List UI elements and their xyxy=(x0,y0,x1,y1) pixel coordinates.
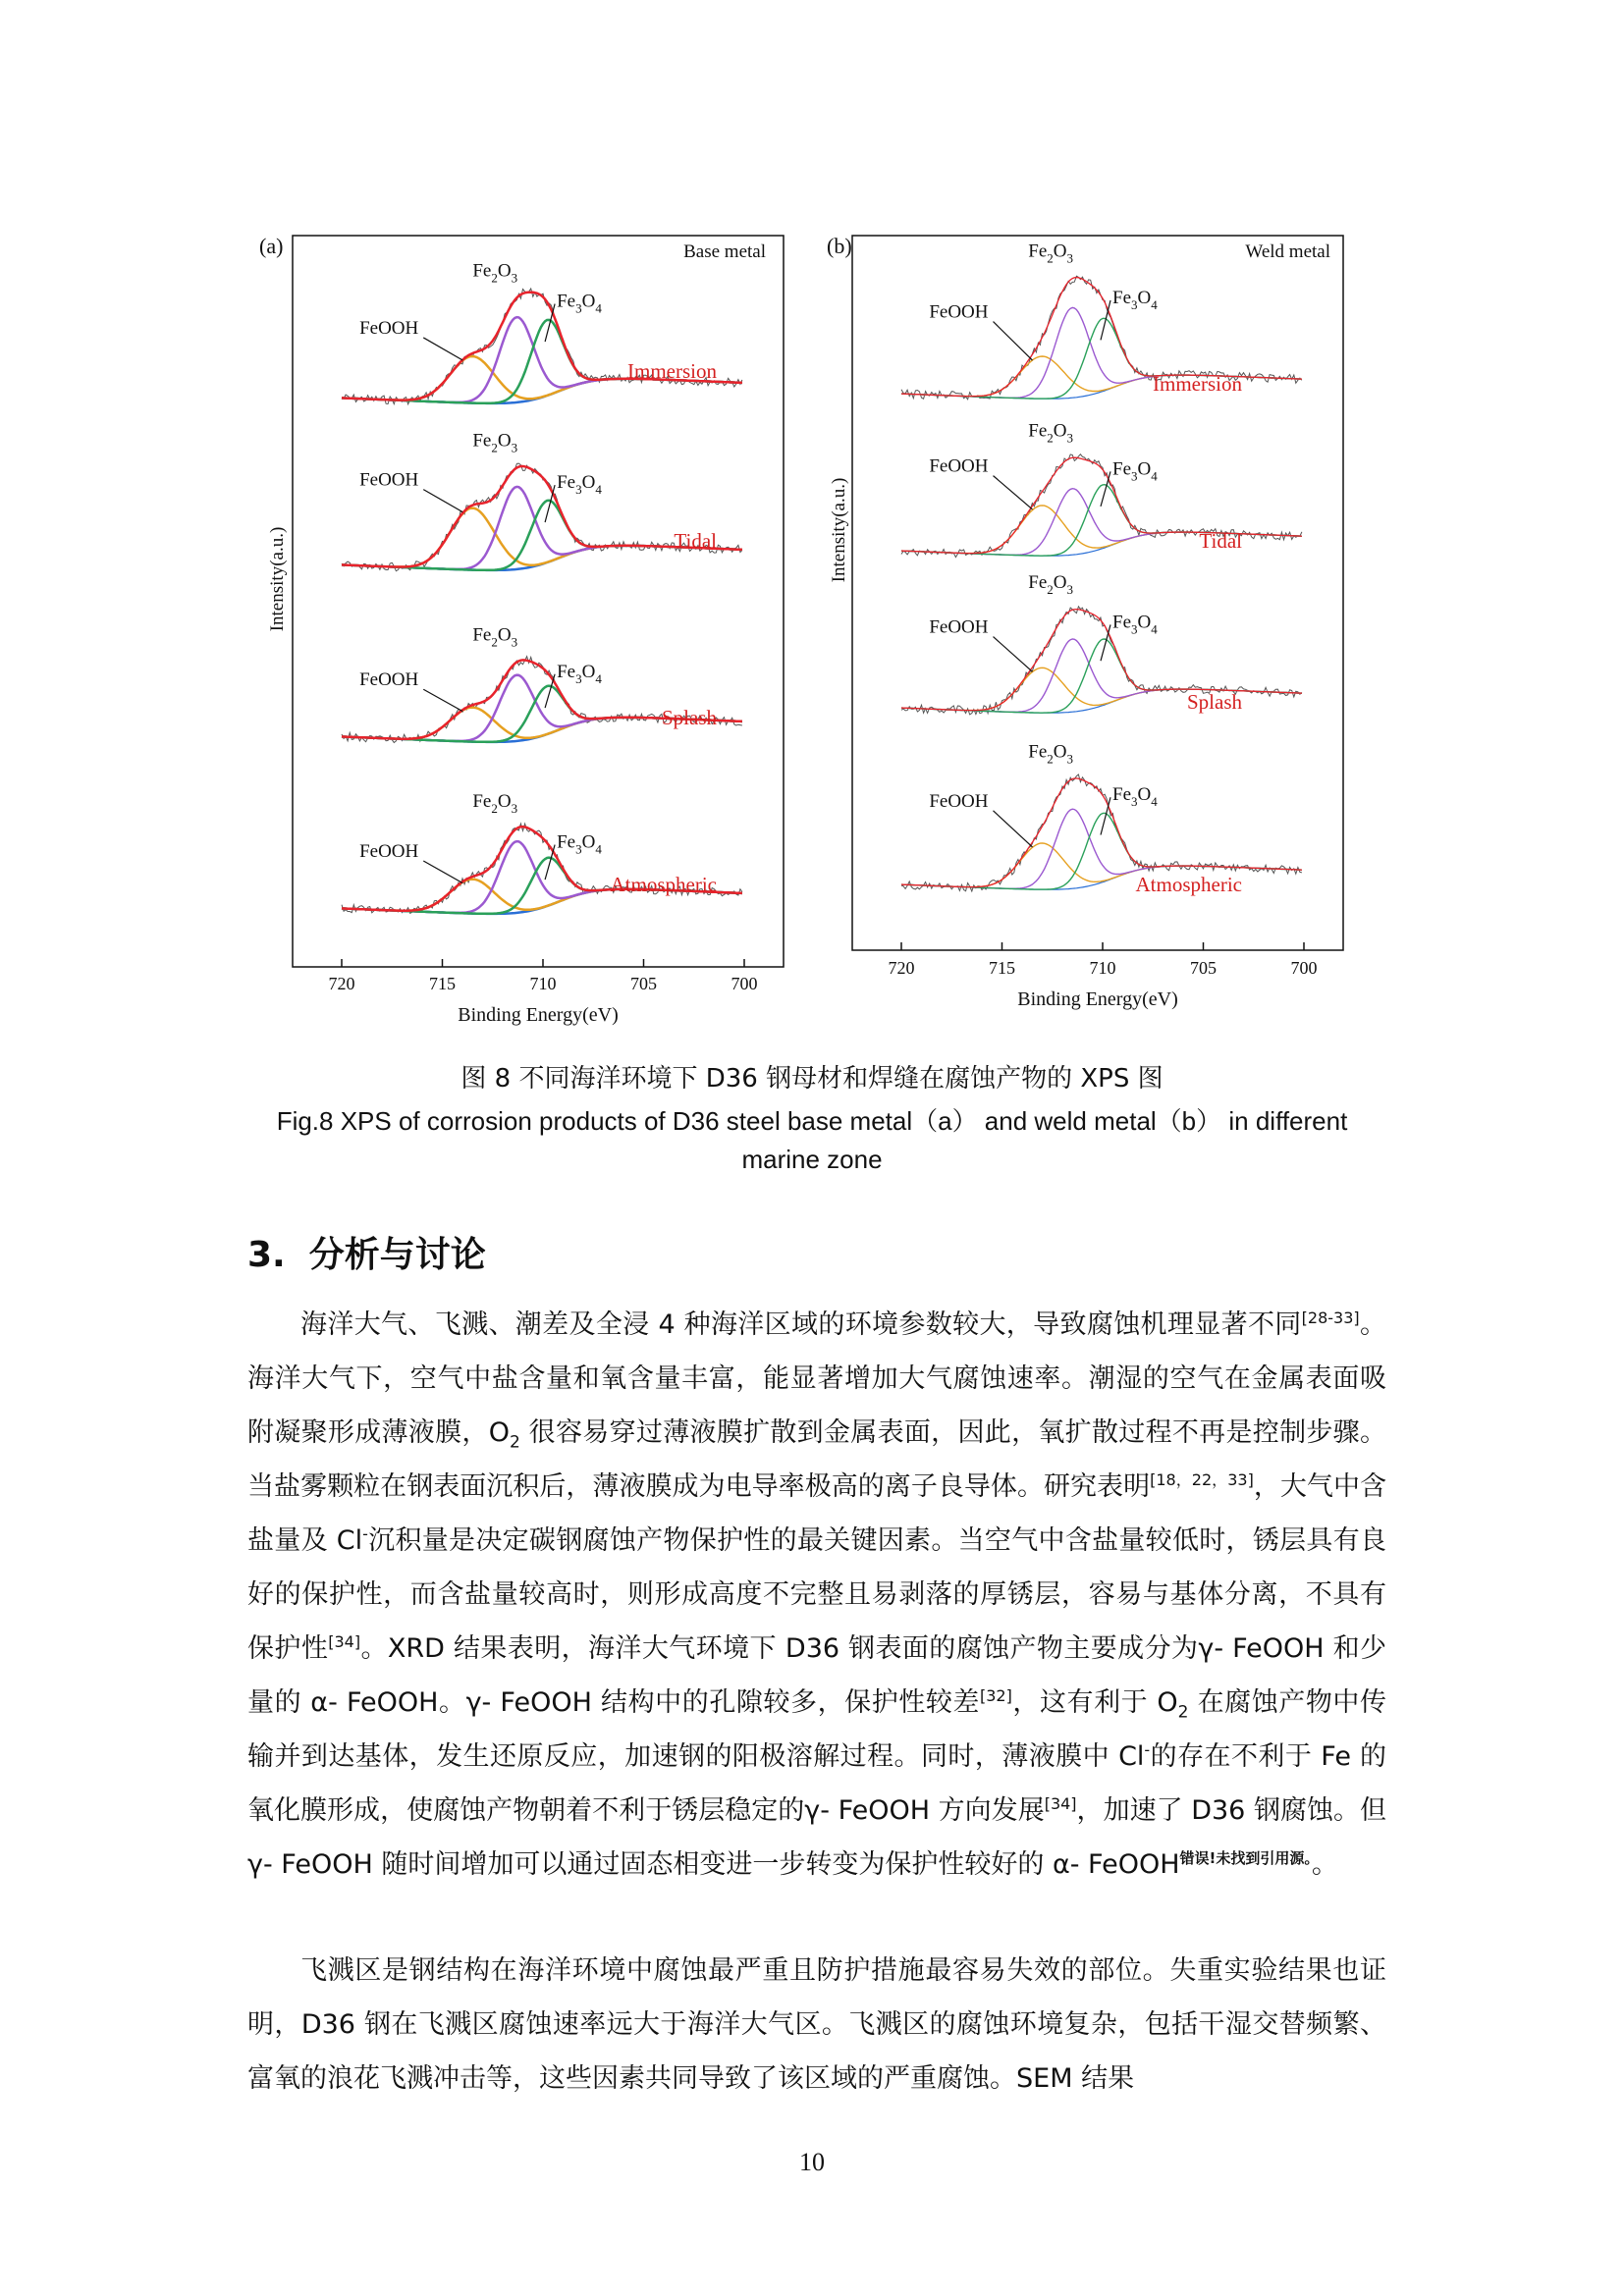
superscript: - xyxy=(362,1524,368,1543)
citation-ref: [18，22，33] xyxy=(1150,1470,1254,1489)
fe3o4-pointer-line xyxy=(1101,471,1110,506)
feooh-pointer-line xyxy=(423,338,462,360)
x-tick-label: 720 xyxy=(888,958,915,978)
section-heading xyxy=(247,1227,510,1277)
citation-ref: [34] xyxy=(1044,1794,1077,1813)
zone-label: Immersion xyxy=(1153,372,1242,396)
p1-text-9: 的存在不利于 Fe 的氧化膜形成，使腐蚀产物朝着不利于锈层稳定的γ- FeOOH 方向发展 xyxy=(247,1741,1386,1826)
feooh-peak-label: FeOOH xyxy=(929,455,989,477)
paragraph-2: 飞溅区是钢结构在海洋环境中腐蚀最严重且防护措施最容易失效的部位。失重实验结果也证明，D36 钢在飞溅区腐蚀速率远大于海洋大气区。飞溅区的腐蚀环境复杂，包括干湿交替频繁、富氧的浪花飞溅冲击等，这些因素共同导致了该区域的严重腐蚀。SEM 结果 xyxy=(247,1955,1386,2094)
plot-frame xyxy=(852,236,1343,950)
section-title: 分析与讨论 xyxy=(308,1235,486,1275)
x-axis-label: Binding Energy(eV) xyxy=(458,1004,619,1026)
feooh-pointer-line xyxy=(423,689,462,711)
x-tick-label: 705 xyxy=(630,974,657,993)
fe2o3-component-line xyxy=(342,487,742,569)
feooh-peak-label: FeOOH xyxy=(359,841,419,863)
paragraph-1 xyxy=(247,1298,1386,1892)
feooh-pointer-line xyxy=(423,861,462,883)
figure-caption-cn: 图 8 不同海洋环境下 D36 钢母材和焊缝在腐蚀产物的 XPS 图 xyxy=(460,1064,1164,1094)
zone-label: Tidal xyxy=(1199,529,1242,553)
fe3o4-peak-label: $Fe_3O_4$ xyxy=(557,472,602,498)
p1-text-5: 沉积量是决定碳钢腐蚀产物保护性的最关键因素。当空气中含盐量较低时，锈层具有良好的保护性，而含盐量较高时，则形成高度不完整且易剥落的厚锈层，容易与基体分离，不具有保护性 xyxy=(247,1525,1387,1664)
section-number: 3. xyxy=(247,1235,286,1275)
x-tick-label: 710 xyxy=(529,974,557,993)
x-tick-label: 700 xyxy=(1290,958,1318,978)
feooh-peak-label: FeOOH xyxy=(359,317,419,339)
p1-text-3: 很容易穿过薄液膜扩散到金属表面，因此，氧扩散过程不再是控制步骤。当盐雾颗粒在钢表面沉积后，薄液膜成为电导率极高的离子良导体。研究表明 xyxy=(247,1417,1386,1502)
p1-text-10: ，加速了 D36 钢腐蚀。但γ- FeOOH 随时间增加可以通过固态相变进一步转变为保护性较好的 α- FeOOH xyxy=(247,1795,1386,1880)
x-tick-label: 715 xyxy=(429,974,456,993)
p1-text-6: 。XRD 结果表明，海洋大气环境下 D36 钢表面的腐蚀产物主要成分为γ- FeOOH 和少量的 α- FeOOH。γ- FeOOH 结构中的孔隙较多，保护性较差 xyxy=(247,1633,1386,1718)
figure-caption-en-line2: marine zone xyxy=(741,1145,883,1174)
zone-label: Immersion xyxy=(627,359,717,383)
missing-reference-note: 错误!未找到引用源。 xyxy=(1179,1849,1312,1867)
zone-label: Atmospheric xyxy=(1135,873,1242,896)
fe3o4-pointer-line xyxy=(545,845,555,880)
panel-title: Weld metal xyxy=(1245,241,1330,262)
fe2o3-peak-label: $Fe_2O_3$ xyxy=(472,260,518,286)
x-tick-label: 720 xyxy=(328,974,355,993)
xps-figure xyxy=(0,0,1624,1041)
zone-label: Tidal xyxy=(674,529,717,553)
p1-text-8: 在腐蚀产物中传输并到达基体，发生还原反应，加速钢的阳极溶解过程。同时，薄液膜中 Cl xyxy=(247,1687,1386,1772)
citation-ref: [34] xyxy=(328,1632,361,1651)
p1-text-11: 。 xyxy=(1311,1849,1338,1880)
fe3o4-peak-label: $Fe_3O_4$ xyxy=(1112,612,1158,637)
fe3o4-peak-label: $Fe_3O_4$ xyxy=(1112,784,1158,810)
fe3o4-peak-label: $Fe_3O_4$ xyxy=(557,831,602,857)
feooh-pointer-line xyxy=(994,322,1033,360)
citation-ref: [32] xyxy=(979,1686,1012,1705)
subscript: 2 xyxy=(1177,1702,1189,1723)
fe2o3-peak-label: $Fe_2O_3$ xyxy=(472,790,518,816)
fe3o4-peak-label: $Fe_3O_4$ xyxy=(557,661,602,686)
x-tick-label: 705 xyxy=(1190,958,1217,978)
fe3o4-peak-label: $Fe_3O_4$ xyxy=(557,291,602,316)
feooh-peak-label: FeOOH xyxy=(929,301,989,323)
fe2o3-peak-label: $Fe_2O_3$ xyxy=(1028,741,1073,767)
zone-label: Splash xyxy=(1186,690,1242,714)
p1-text-4: ，大气中含盐量及 Cl xyxy=(247,1471,1386,1556)
subscript: 2 xyxy=(509,1432,520,1453)
fe3o4-peak-label: $Fe_3O_4$ xyxy=(1112,458,1158,484)
fe2o3-peak-label: $Fe_2O_3$ xyxy=(1028,240,1073,266)
feooh-pointer-line xyxy=(994,476,1033,509)
x-tick-label: 710 xyxy=(1089,958,1116,978)
x-tick-label: 715 xyxy=(989,958,1015,978)
fe3o4-peak-label: $Fe_3O_4$ xyxy=(1112,288,1158,313)
p1-text-7: ，这有利于 O xyxy=(1011,1687,1178,1718)
zone-label: Splash xyxy=(661,706,717,729)
figure-caption-en-line1: Fig.8 XPS of corrosion products of D36 steel base metal（a） and weld metal（b） in different xyxy=(276,1106,1348,1136)
feooh-pointer-line xyxy=(994,811,1033,847)
x-axis-label: Binding Energy(eV) xyxy=(1017,988,1178,1010)
feooh-peak-label: FeOOH xyxy=(359,469,419,491)
fe2o3-peak-label: $Fe_2O_3$ xyxy=(472,430,518,455)
y-axis-label: Intensity(a.u.) xyxy=(267,526,288,632)
fe3o4-pointer-line xyxy=(545,674,555,708)
page-number: 10 xyxy=(799,2148,825,2176)
feooh-peak-label: FeOOH xyxy=(929,790,989,812)
panel-letter: (a) xyxy=(259,234,284,258)
feooh-peak-label: FeOOH xyxy=(929,616,989,638)
zone-label: Atmospheric xyxy=(610,873,717,896)
citation-ref: [28-33] xyxy=(1301,1308,1360,1327)
fe2o3-peak-label: $Fe_2O_3$ xyxy=(1028,420,1073,446)
xps-figure-svg xyxy=(0,0,1624,1041)
panel-letter: (b) xyxy=(827,234,852,258)
feooh-pointer-line xyxy=(423,490,462,512)
x-tick-label: 700 xyxy=(731,974,758,993)
raw-spectrum-line xyxy=(342,289,742,404)
p1-text-1: 海洋大气、飞溅、潮差及全浸 4 种海洋区域的环境参数较大，导致腐蚀机理显著不同 xyxy=(300,1309,1302,1340)
y-axis-label: Intensity(a.u.) xyxy=(829,477,849,583)
panel-title: Base metal xyxy=(683,241,766,262)
fe2o3-peak-label: $Fe_2O_3$ xyxy=(472,624,518,650)
p1-text-2: 。海洋大气下，空气中盐含量和氧含量丰富，能显著增加大气腐蚀速率。潮湿的空气在金属表面吸附凝聚形成薄液膜，O xyxy=(247,1309,1387,1448)
fe2o3-peak-label: $Fe_2O_3$ xyxy=(1028,572,1073,598)
superscript: - xyxy=(1144,1740,1151,1759)
feooh-peak-label: FeOOH xyxy=(359,669,419,691)
feooh-pointer-line xyxy=(994,637,1033,672)
